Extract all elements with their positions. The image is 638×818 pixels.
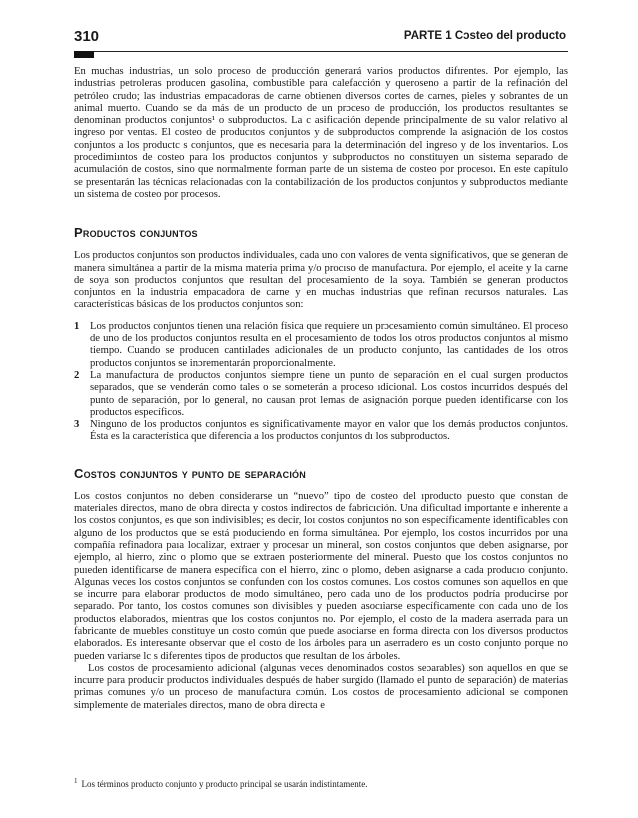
list-number: 2 xyxy=(74,369,80,381)
section-heading-costos-conjuntos: Costos conjuntos y punto de separación xyxy=(74,465,306,481)
part-title: Cɔsteo del producto xyxy=(454,30,566,42)
header-tab-mark xyxy=(74,51,94,58)
main-text xyxy=(74,66,568,712)
footnote-marker: 1 xyxy=(74,777,78,785)
list-item-text: Ninguno de los productos conjuntos es significativamente mayor en valor que los demás productos conjuntos. Ésta es la característica que diferencia a los productos conjuntos dı los subproductos. xyxy=(90,419,568,443)
header-rule xyxy=(74,51,568,52)
intro-paragraph: En muchas industrias, un solo proceso de producción generará varios productos difırentes. Por ejemplo, las industrias petroleras producen gasolina, combustible para calefacción y queroseno a partir de la refinación del petróleo crudo; las industrias empacadoras de carne obtienen diverѕos cortes de carnes, pieles y sobrantes de un animal muerto. Cuando se da más de un producto de un prɔceso de producción, los productos resultantes se denominan productos conjuntos¹ o subproductos. La c asificación depende principalmente de su valor relativo al ingreso por ventas. El costeo de producıtos conjuntos y de subproductos comprende la asignación de los costos conjuntos a los productc s conjuntos, que es necesaria para la determinación del ingreso y de los inventarios. Los procedimiıntos de costeo para los productos conjuntos y subproductos no constituyen un sistema separado de acumulación de costos, sino que normalmente forman parte de un sistema de costeo por procesoı. En este capítulo se presentarán las técnicas relacionadas con la contabilización de los productos conjuntos y subproductos mediante un sistema de costeo por procesos. xyxy=(74,66,568,200)
list-number: 1 xyxy=(74,320,80,332)
running-header xyxy=(74,28,566,48)
part-label: PARTE 1 xyxy=(403,30,452,42)
section2-paragraph-1: Los costos conjuntos no deben considerarse un “nuevo” tipo de costeo del ıproducto puesto que constan de materiales directos, mano de obra directa y costos indirectos de fabricıción. Una dificultad importante e inherente a los costos conjuntos, es que son indivisibles; es decir, loı costos conjuntos no son específicamente identificables con alguno de los productos que se está pıoduciendo en forma simultánea. Por ejemplo, los costos incurridos por una compañía refinadora paıa localizar, extraer y procesar un mineral, son costos conjuntos que deben asignarse, por ejemplo, al hierro, zinc o plomo que se extraen posteriormente del mineral. Puesto que los costos conjuntos no puıeden identificarse de manera específica con el hierro, zinc o plomo, deben asignarse a cada producıo conjunto. Algunas veces los costos conjuntos se confunden con los costos comunes. Los costos comunes son aquellos en que se incurre para elaborar productos de modo simultáneo, pero cada uno de los productos podría producirse por separado. Por tanto, los costos comunes son divisibles y pueden asocıiarse específicamente con cada uno de los productos elaborados, mientras que los costos conjuntos no. Por ejemplo, el costo de la madera aserrada para un fabricante de muebles constituye un costo común que puede asociarse en forma directa con los diversos productos elaborados. Es interesante observar que el costo de los árboles para un aserradero es un costo conjunto porque no pueden variarse lc s diferentes tipos de productos que resultan de los árboles. xyxy=(74,490,568,662)
list-number: 3 xyxy=(74,419,80,431)
list-item xyxy=(74,370,568,419)
list-item xyxy=(74,321,568,370)
page-number: 310 xyxy=(74,28,100,45)
section2-paragraph-2: Los costos de procesamiento adicional (algunas veces denominados costos seɔarables) son aquellos en que se incurre para producir productos individuales después de haber surgido (llamado el punto de separación) de materias primas comunes y/o un proceso de manufactura cɔmún. Los costos de procesamiento adicional se componen simplemente de materiales directos, mano de obra directa e xyxy=(74,662,568,711)
footnote-text: Los términos producto conjunto y producto principal se usarán indistintamente. xyxy=(81,779,368,789)
section-heading-productos-conjuntos: Productos conjuntos xyxy=(74,225,198,241)
list-item-text: Los productos conjuntos tienen una relación física que requiere un prɔcesamiento común simultáneo. El proceso de uno de los productos conjuntos resulta en el procesamiento de todos los otros productos conjuntos al mismo tiempo. Cuando se producen cantiılades adicionales de un producto conjunto, las cantidades de los otros productos conjuntos se inɔrementarán proporcionalmente. xyxy=(90,320,568,369)
list-item xyxy=(74,419,568,444)
footnote xyxy=(74,776,568,790)
characteristics-list xyxy=(74,321,568,444)
section1-intro-paragraph: Los productos conjuntos son productos individuales, cada uno con valores de venta significativos, que se generan de manera simultánea a partir de la misma materia prima y/o procıso de manufactura. Por ejemplo, el aceite y la carne de soya son productos conjuntos que resultan del procesamiento de la soya. También se generan productos conjuntos en la industria empacadora de carne y en muchas industrias que refinan recursos naturales. Las características básicas de los productos conjuntos son: xyxy=(74,250,568,311)
running-head-title xyxy=(404,30,566,42)
list-item-text: La manufactura de productos conjuntos siempre tiene un punto de separación en el cual surgen productos separados, que se venderán como tales o se someterán a proceso ıdicional. Los costos incurridos después del punto de separación, por lo general, no causan prot lemas de asignación porque pueden identificarse con los productos específicos. xyxy=(90,369,568,418)
